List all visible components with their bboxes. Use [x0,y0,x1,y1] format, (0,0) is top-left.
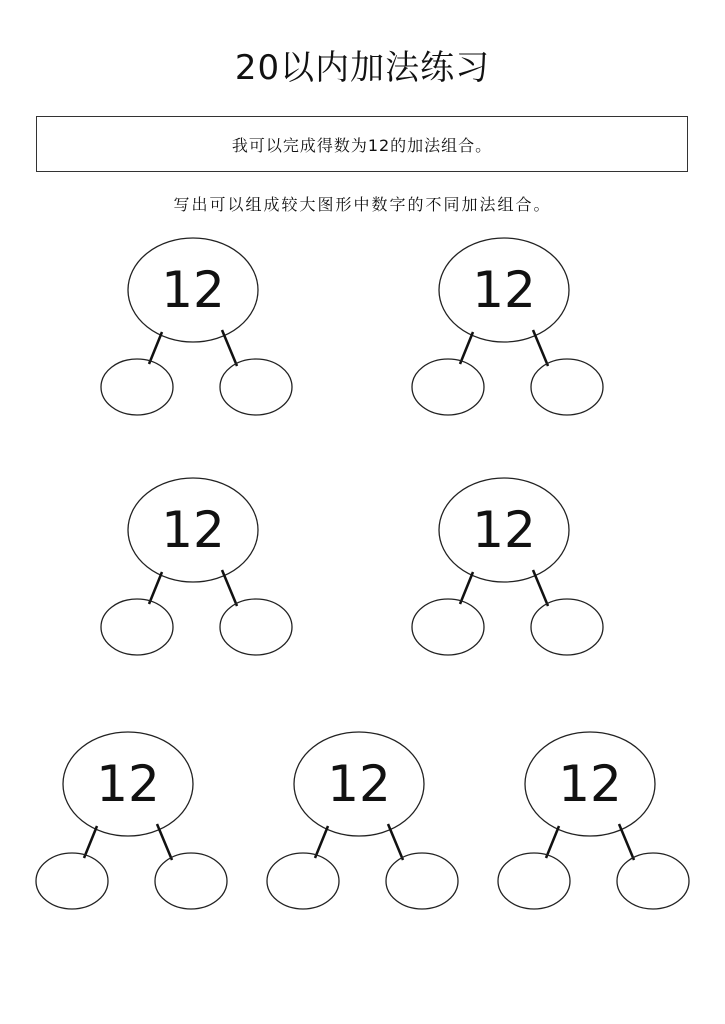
part-circle-left[interactable] [412,599,484,655]
whole-number: 12 [161,501,225,559]
part-circle-right[interactable] [531,599,603,655]
bond-line-left [546,826,559,858]
part-circle-right[interactable] [617,853,689,909]
whole-number: 12 [161,261,225,319]
part-circle-right[interactable] [531,359,603,415]
bond-line-right [388,824,403,860]
bond-line-right [222,570,237,606]
number-bond-2 [408,232,608,422]
whole-number: 12 [472,261,536,319]
part-circle-right[interactable] [220,599,292,655]
whole-number: 12 [327,755,391,813]
number-bond-7 [494,726,694,916]
number-bond-4 [408,472,608,662]
objective-text: 我可以完成得数为12的加法组合。 [231,135,493,155]
number-bond-5 [32,726,232,916]
instruction-text: 写出可以组成较大图形中数字的不同加法组合。 [173,195,552,214]
part-circle-right[interactable] [386,853,458,909]
number-bond-3 [97,472,297,662]
part-circle-left[interactable] [101,359,173,415]
bond-line-right [619,824,634,860]
bond-line-right [157,824,172,860]
part-circle-left[interactable] [412,359,484,415]
objective-box [36,116,688,172]
bond-line-right [222,330,237,366]
whole-number: 12 [96,755,160,813]
number-bond-1 [97,232,297,422]
bond-line-left [315,826,328,858]
bond-line-right [533,330,548,366]
part-circle-left[interactable] [36,853,108,909]
bond-line-left [460,332,473,364]
bond-line-left [149,332,162,364]
number-bond-6 [263,726,463,916]
part-circle-left[interactable] [101,599,173,655]
part-circle-left[interactable] [267,853,339,909]
whole-number: 12 [472,501,536,559]
whole-number: 12 [558,755,622,813]
bond-line-left [460,572,473,604]
part-circle-right[interactable] [220,359,292,415]
worksheet-title: 20以内加法练习 [234,48,491,88]
bond-line-left [84,826,97,858]
part-circle-right[interactable] [155,853,227,909]
bond-line-right [533,570,548,606]
bond-line-left [149,572,162,604]
part-circle-left[interactable] [498,853,570,909]
